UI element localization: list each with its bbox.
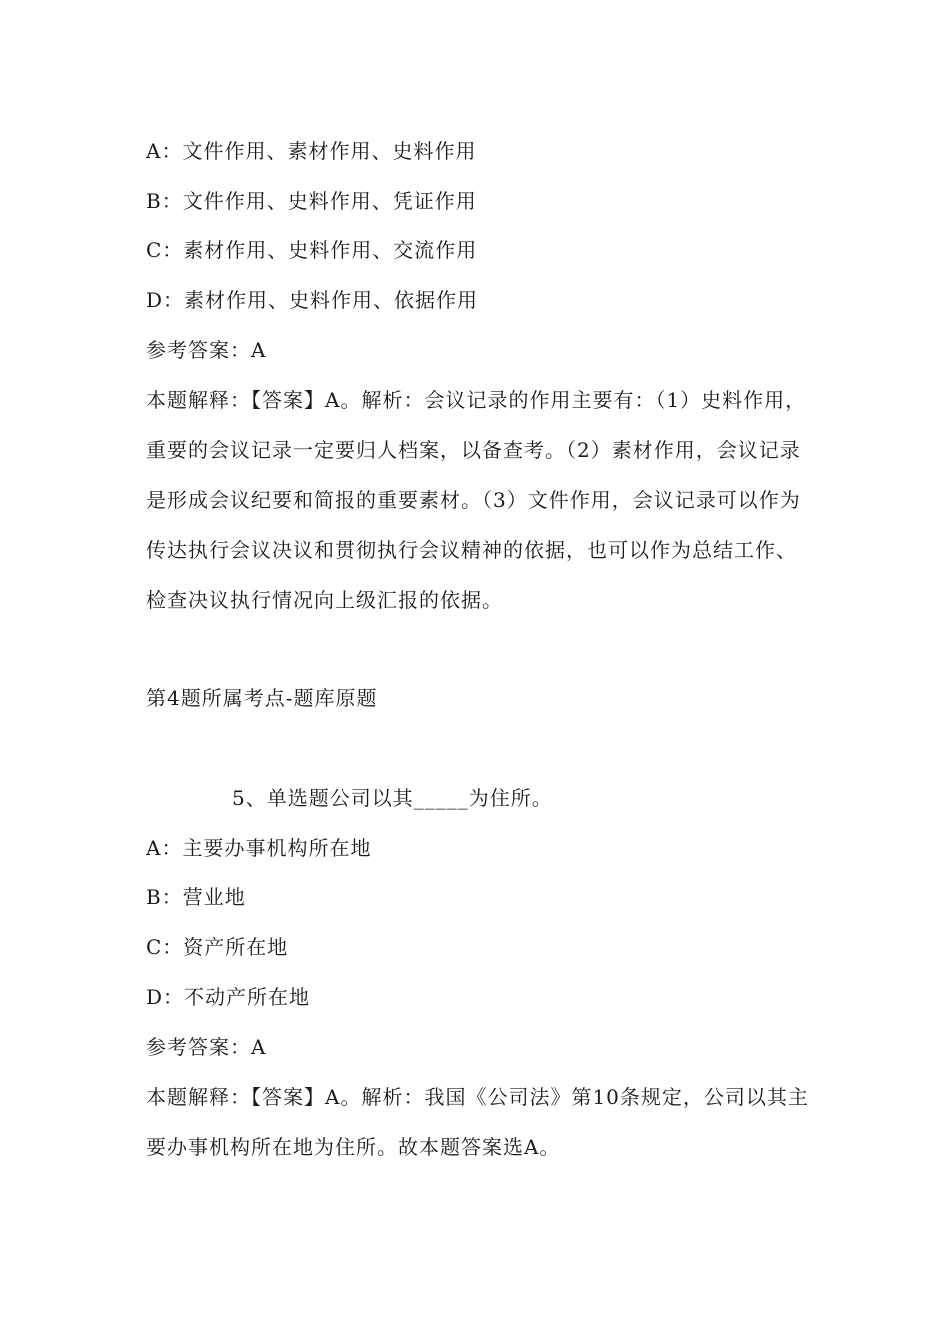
q5-option-c: C：资产所在地 [146, 935, 289, 959]
q3-explanation: 本题解释：【答案】A。解析：会议记录的作用主要有：（1）史料作用，重要的会议记录一定要归人档案，以备查考。（2）素材作用，会议记录是形成会议纪要和简报的重要素材。（3）文件作用，会议记录可以作为传达执行会议决议和贯彻执行会议精神的依据，也可以作为总结工作、检查决议执行情况向上级汇报的依据。 [146, 388, 807, 612]
q3-option-a: A：文件作用、素材作用、史料作用 [146, 139, 477, 163]
q3-answer: 参考答案：A [146, 338, 267, 362]
q3-option-c: C：素材作用、史料作用、交流作用 [146, 238, 478, 262]
q5-answer: 参考答案：A [146, 1035, 267, 1059]
q5-question: 5、单选题公司以其_____为住所。 [232, 786, 553, 810]
q3-option-b: B：文件作用、史料作用、凭证作用 [146, 189, 477, 213]
q3-option-d: D：素材作用、史料作用、依据作用 [146, 288, 479, 312]
q5-explanation: 本题解释：【答案】A。解析：我国《公司法》第10条规定，公司以其主要办事机构所在地为住所。故本题答案选A。 [146, 1085, 809, 1159]
q5-option-a: A：主要办事机构所在地 [146, 836, 372, 860]
q5-option-d: D：不动产所在地 [146, 985, 311, 1009]
q4-point: 第4题所属考点-题库原题 [146, 686, 378, 710]
q5-option-b: B：营业地 [146, 885, 246, 909]
